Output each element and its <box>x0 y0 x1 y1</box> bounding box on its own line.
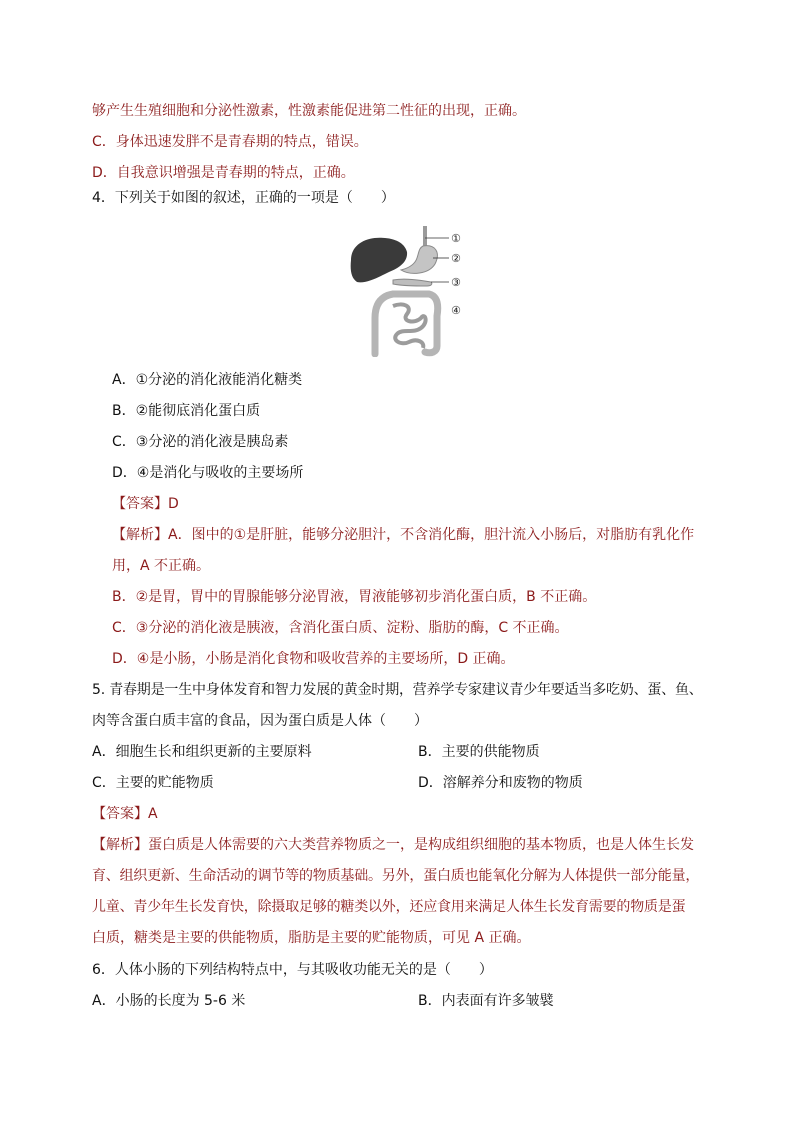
q4-stem: 4．下列关于如图的叙述，正确的一项是（ ） <box>92 190 395 206</box>
digestive-system-figure <box>345 222 480 357</box>
q3-analysis-continuation: 够产生生殖细胞和分泌性激素，性激素能促进第二性征的出现，正确。 <box>92 103 526 119</box>
q4-option-b: B．②能彻底消化蛋白质 <box>112 403 261 419</box>
q4-answer <box>112 495 179 513</box>
q6-option-a: A．小肠的长度为 5-6 米 <box>92 993 246 1009</box>
q5-stem-line-1: 5. 青春期是一生中身体发育和智力发展的黄金时期，营养学专家建议青少年要适当多吃奶、蛋、鱼、 <box>92 682 703 698</box>
figure-label-1: ① <box>451 232 461 245</box>
q5-analysis-line-1 <box>92 836 694 854</box>
q4-answer-value: D <box>168 496 179 512</box>
liver-shape <box>351 238 407 283</box>
q5-option-a: A．细胞生长和组织更新的主要原料 <box>92 744 312 760</box>
q5-option-c: C．主要的贮能物质 <box>92 775 214 791</box>
figure-label-4: ④ <box>451 304 461 317</box>
q5-analysis-text-1: 蛋白质是人体需要的六大类营养物质之一，是构成组织细胞的基本物质，也是人体生长发 <box>148 837 694 853</box>
pancreas-shape <box>393 279 432 286</box>
q5-analysis-line-3: 儿童、青少年生长发育快，除摄取足够的糖类以外，还应食用来满足人体生长发育需要的物质是蛋 <box>92 899 686 915</box>
q3-analysis-option-c: C．身体迅速发胖不是青春期的特点，错误。 <box>92 134 368 150</box>
q4-option-d: D．④是消化与吸收的主要场所 <box>112 465 304 481</box>
q4-analysis-line-5: D．④是小肠，小肠是消化食物和吸收营养的主要场所，D 正确。 <box>112 651 515 667</box>
q5-option-b: B．主要的供能物质 <box>418 744 540 760</box>
q4-analysis-line-3: B．②是胃，胃中的胃腺能够分泌胃液，胃液能够初步消化蛋白质，B 不正确。 <box>112 589 597 605</box>
q5-answer-tag: 【答案】 <box>92 806 148 822</box>
q5-analysis-tag: 【解析】 <box>92 837 148 853</box>
q5-answer <box>92 805 158 823</box>
q5-option-d: D．溶解养分和废物的物质 <box>418 775 583 791</box>
small-intestine-shape <box>393 304 426 348</box>
figure-label-3: ③ <box>451 276 461 289</box>
q4-option-c: C．③分泌的消化液是胰岛素 <box>112 434 289 450</box>
stomach-shape <box>401 246 437 274</box>
q6-option-b: B．内表面有许多皱襞 <box>418 993 554 1009</box>
q4-analysis-text-1: A．图中的①是肝脏，能够分泌胆汁，不含消化酶，胆汁流入小肠后，对脂肪有乳化作 <box>168 527 695 543</box>
q4-analysis-line-4: C．③分泌的消化液是胰液，含消化蛋白质、淀粉、脂肪的酶，C 不正确。 <box>112 620 569 636</box>
q6-stem: 6．人体小肠的下列结构特点中，与其吸收功能无关的是（ ） <box>92 962 493 978</box>
q5-analysis-line-4: 白质，糖类是主要的供能物质，脂肪是主要的贮能物质，可见 A 正确。 <box>92 930 531 946</box>
q4-answer-tag: 【答案】 <box>112 496 168 512</box>
q5-stem-line-2: 肉等含蛋白质丰富的食品，因为蛋白质是人体（ ） <box>92 713 428 729</box>
digestive-system-diagram <box>345 222 480 357</box>
q4-analysis-tag: 【解析】 <box>112 527 168 543</box>
q3-analysis-option-d: D．自我意识增强是青春期的特点，正确。 <box>92 165 355 181</box>
figure-label-2: ② <box>451 252 461 265</box>
q5-analysis-line-2: 育、组织更新、生命活动的调节等的物质基础。另外，蛋白质也能氧化分解为人体提供一部分能量， <box>92 868 700 884</box>
q4-analysis-line-1 <box>112 526 694 544</box>
q5-answer-value: A <box>148 806 158 822</box>
q4-option-a: A．①分泌的消化液能消化糖类 <box>112 372 303 388</box>
q4-analysis-line-2: 用，A 不正确。 <box>112 558 211 574</box>
